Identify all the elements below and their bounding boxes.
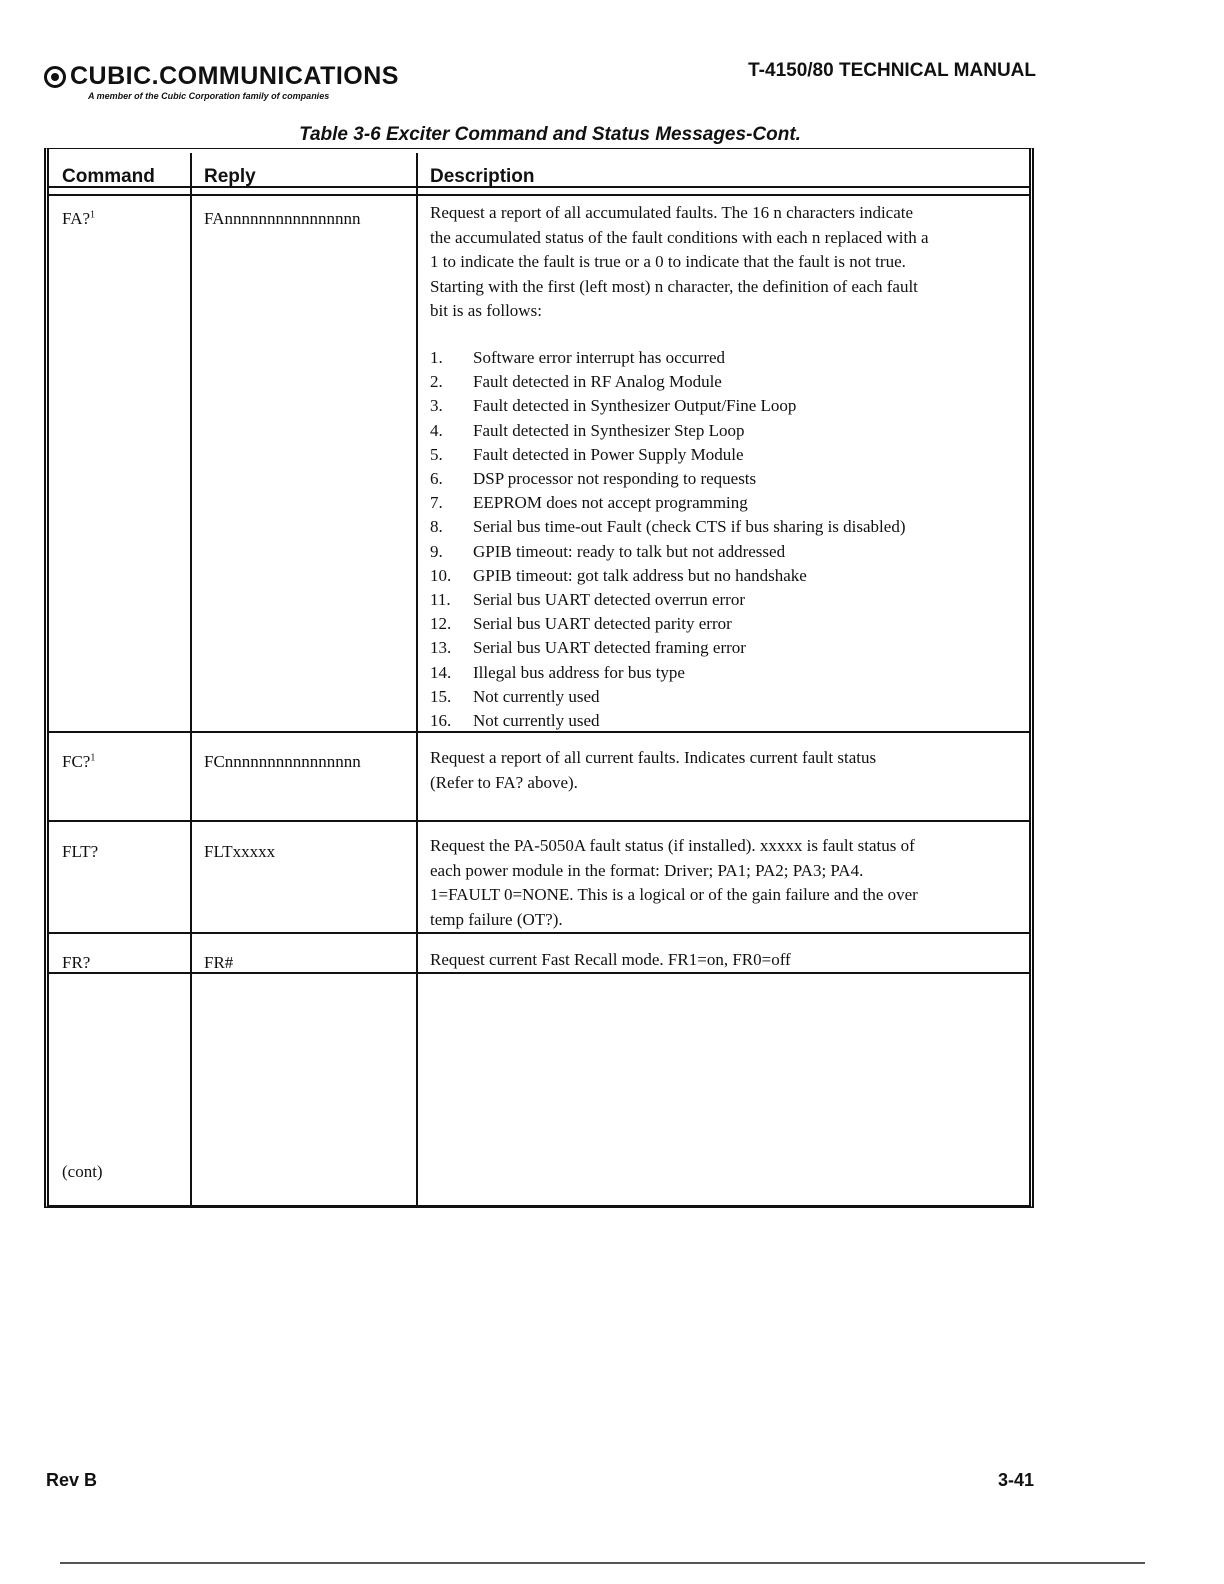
row-divider: [49, 194, 1031, 196]
column-divider: [416, 153, 418, 1206]
list-item: 3. Fault detected in Synthesizer Output/Fine Loop: [430, 396, 797, 416]
list-item: 5. Fault detected in Power Supply Module: [430, 444, 744, 464]
table-row-description: [430, 948, 1020, 973]
list-item: 4. Fault detected in Synthesizer Step Loop: [430, 420, 745, 440]
column-header-description: Description: [430, 166, 535, 187]
list-item: 12. Serial bus UART detected parity error: [430, 614, 732, 634]
description-line: bit is as follows:: [430, 301, 542, 320]
list-item: 8. Serial bus time-out Fault (check CTS if bus sharing is disabled): [430, 517, 906, 537]
list-item: 6. DSP processor not responding to requests: [430, 469, 757, 489]
bottom-rule: [60, 1562, 1145, 1564]
list-item: 15. Not currently used: [430, 686, 600, 706]
table-row-command: FR?: [62, 953, 91, 972]
list-item: 1. Software error interrupt has occurred: [430, 348, 726, 367]
table-row-reply: FCnnnnnnnnnnnnnnnn: [204, 752, 361, 771]
company-name: CUBIC.COMMUNICATIONS: [70, 62, 399, 90]
table-row-reply: FAnnnnnnnnnnnnnnnn: [204, 209, 361, 228]
table-row-command: FC?$^1$: [62, 752, 96, 771]
logo-emblem-icon: [44, 66, 66, 88]
column-divider: [190, 153, 192, 1206]
description-line: 1=FAULT 0=NONE. This is a logical or of the gain failure and the over: [430, 885, 918, 904]
description-line: Starting with the first (left most) n character, the definition of each fault: [430, 276, 918, 296]
table-caption: Table 3-6 Exciter Command and Status Messages-Cont.: [299, 124, 801, 145]
continued-note: (cont): [62, 1162, 103, 1181]
description-line: Request a report of all current faults. Indicates current fault status: [430, 748, 877, 767]
fault-bit-list: [430, 346, 906, 733]
list-item: 11. Serial bus UART detected overrun error: [430, 590, 745, 610]
row-divider: [49, 186, 1031, 188]
table-row-description: [430, 201, 1020, 324]
description-line: (Refer to FA? above).: [430, 772, 578, 792]
list-item: 13. Serial bus UART detected framing error: [430, 638, 746, 658]
table-row-reply: FR#: [204, 953, 234, 972]
description-line: the accumulated status of the fault conditions with each n replaced with a: [430, 227, 929, 247]
description-line: Request current Fast Recall mode. FR1=on, FR0=off: [430, 950, 791, 969]
description-line: temp failure (OT?).: [430, 909, 563, 929]
description-line: Request the PA-5050A fault status (if installed). xxxxx is fault status of: [430, 836, 915, 855]
table-row-command: FA?$^1$: [62, 209, 96, 228]
list-item: 9. GPIB timeout: ready to talk but not addressed: [430, 541, 786, 561]
column-header-reply: Reply: [204, 166, 256, 187]
list-item: 2. Fault detected in RF Analog Module: [430, 372, 722, 392]
column-header-command: Command: [62, 166, 155, 187]
description-line: each power module in the format: Driver; PA1; PA2; PA3; PA4.: [430, 860, 864, 880]
row-divider: [49, 820, 1031, 822]
table-row-command: FLT?: [62, 842, 99, 861]
company-tagline: A member of the Cubic Corporation family of companies: [88, 91, 330, 101]
list-item: 16. Not currently used: [430, 711, 600, 731]
table-row-description: [430, 746, 1020, 795]
list-item: 10. GPIB timeout: got talk address but no handshake: [430, 565, 807, 585]
revision-label: Rev B: [46, 1470, 98, 1490]
description-line: 1 to indicate the fault is true or a 0 to indicate that the fault is not true.: [430, 252, 906, 271]
table-row-description: [430, 834, 1020, 932]
table-row-reply: FLTxxxxx: [204, 842, 276, 861]
description-line: Request a report of all accumulated faults. The 16 n characters indicate: [430, 203, 914, 222]
row-divider: [49, 932, 1031, 934]
manual-title: T-4150/80 TECHNICAL MANUAL: [748, 60, 1036, 81]
list-item: 7. EEPROM does not accept programming: [430, 493, 748, 513]
page-number: 3-41: [997, 1470, 1034, 1490]
list-item: 14. Illegal bus address for bus type: [430, 662, 685, 682]
company-logo: [44, 62, 399, 91]
